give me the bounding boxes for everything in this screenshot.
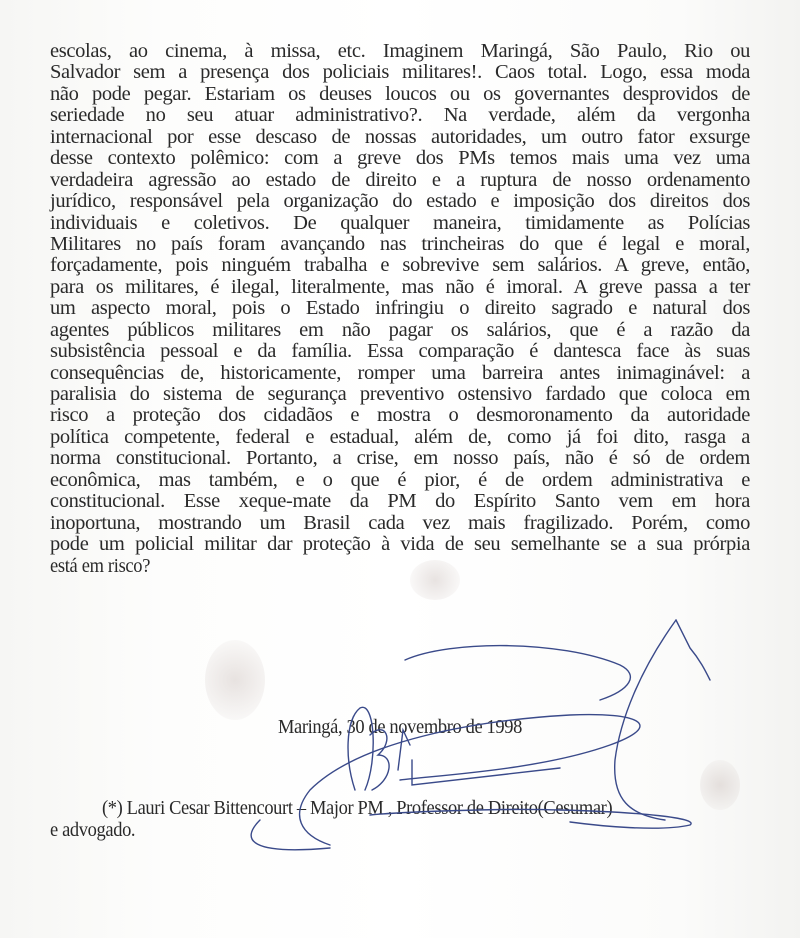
body-line: um aspecto moral, pois o Estado infringiu o direito sagrado e natural dos (50, 297, 750, 320)
body-line: jurídico, responsável pela organização do estado e imposição dos direitos dos (50, 190, 750, 213)
body-line: agentes públicos militares em não pagar os salários, que é a razão da (50, 318, 750, 341)
signature-stroke (676, 620, 710, 680)
body-line: política competente, federal e estadual, além de, como já foi dito, rasga a (50, 425, 750, 448)
author-credit-continuation: e advogado. (50, 819, 136, 841)
body-line: subsistência pessoal e da família. Essa comparação é dantesca face às suas (50, 340, 750, 363)
body-line: está em risco? (50, 554, 151, 577)
body-line: Militares no país foram avançando nas trincheiras do que é legal e moral, (50, 232, 750, 255)
body-line: seriedade no seu atuar administrativo?. Na verdade, além da vergonha (50, 104, 750, 127)
body-line: consequências de, historicamente, romper uma barreira antes inimaginável: a (50, 361, 750, 384)
body-line: Salvador sem a presença dos policiais militares!. Caos total. Logo, essa moda (50, 61, 750, 84)
body-line: paralisia do sistema de segurança preventivo ostensivo fardado que coloca em (50, 383, 750, 405)
article-body (50, 41, 750, 577)
body-line: risco a proteção dos cidadãos e mostra o desmoronamento da autoridade (50, 404, 750, 427)
body-line: econômica, mas também, e o que é pior, é de ordem administrativa e (50, 468, 750, 491)
body-line: constitucional. Esse xeque-mate da PM do Espírito Santo vem em hora (50, 490, 750, 513)
signature-stroke (412, 760, 560, 785)
body-line: não pode pegar. Estariam os deuses loucos ou os governantes desprovidos de (50, 82, 750, 105)
body-line: forçadamente, pois ninguém trabalha e sobrevive sem salários. A greve, então, (50, 254, 750, 277)
author-credit: (*) Lauri Cesar Bittencourt – Major PM , Professor de Direito(Cesumar) (102, 797, 613, 819)
signature-stroke (251, 820, 330, 850)
body-line: inoportuna, mostrando um Brasil cada vez mais fragilizado. Porém, como (50, 511, 750, 534)
body-line: internacional por esse descaso de nossas autoridades, um outro fator exsurge (50, 125, 750, 148)
paper-stain (205, 640, 265, 720)
body-line: desse contexto polêmico: com a greve dos PMs temos mais uma vez uma (50, 147, 750, 170)
signature-stroke (405, 646, 630, 700)
paper-stain (700, 760, 740, 810)
place-date: Maringá, 30 de novembro de 1998 (277, 716, 523, 738)
body-line: para os militares, é ilegal, literalmente, mas não é imoral. A greve passa a ter (50, 275, 750, 298)
body-line: norma constitucional. Portanto, a crise, em nosso país, não é só de ordem (50, 447, 750, 470)
body-line: individuais e coletivos. De qualquer maneira, timidamente as Polícias (50, 211, 750, 234)
body-line: escolas, ao cinema, à missa, etc. Imaginem Maringá, São Paulo, Rio ou (50, 40, 750, 62)
body-line: pode um policial militar dar proteção à vida de seu semelhante se a sua prórpia (50, 533, 750, 556)
body-line: verdadeira agressão ao estado de direito e a ruptura de nosso ordenamento (50, 168, 750, 191)
